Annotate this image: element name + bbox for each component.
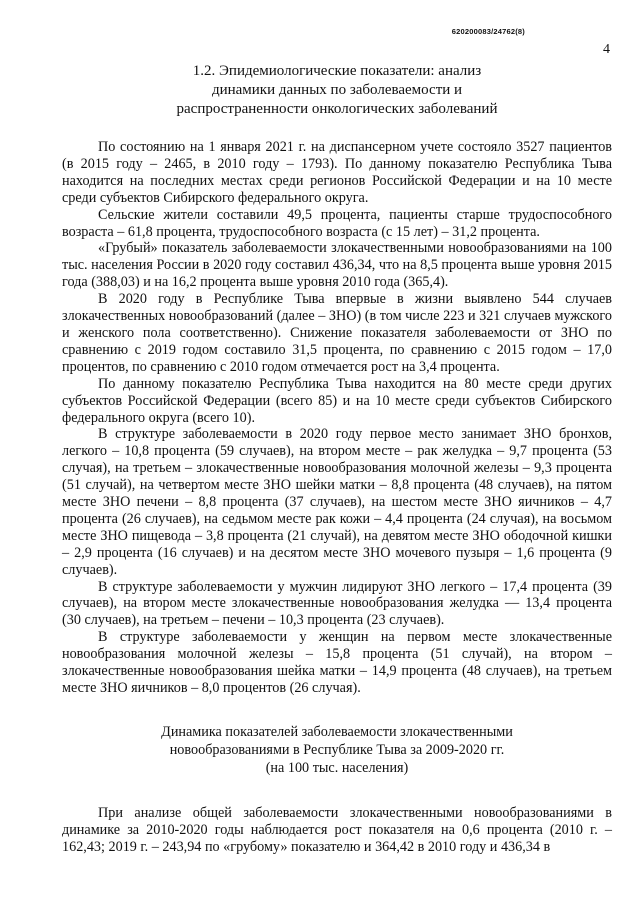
page-number: 4 — [603, 42, 610, 57]
paragraph-registry: По состоянию на 1 января 2021 г. на диспансерном учете состояло 3527 пациентов (в 2015 году – 2465, в 2010 году – 1793). По данному показателю Республика Тыва находится на последних местах среди регионов Российской Федерации и на 10 месте среди субъектов Сибирского федерального округа. — [62, 139, 612, 206]
document-body — [62, 62, 612, 856]
dynamics-heading-line: новообразованиями в Республике Тыва за 2009-2020 гг. — [169, 741, 505, 758]
paragraph-crude-rate: «Грубый» показатель заболеваемости злокачественными новообразованиями на 100 тыс. населения России в 2020 году составил 436,34, что на 8,5 процента выше уровня 2015 года (388,03) и на 16,2 процента выше уровня 2010 года (365,4). — [62, 240, 612, 291]
dynamics-heading-line: (на 100 тыс. населения) — [265, 759, 409, 776]
paragraph-men: В структуре заболеваемости у мужчин лидируют ЗНО легкого – 17,4 процента (39 случаев), на втором месте злокачественные новообразования желудка — 13,4 процента (30 случаев), на третьем – печени – 10,3 процента (23 случаев). — [62, 578, 612, 629]
paragraph-women: В структуре заболеваемости у женщин на первом месте злокачественные новообразования молочной железы – 15,8 процента (51 случай), на втором – злокачественные новообразования шейка матки – 14,9 процента (48 случаев), на третьем месте ЗНО яичников – 8,0 процентов (26 случая). — [62, 629, 612, 696]
dynamics-heading — [62, 723, 612, 777]
section-title-line: динамики данных по заболеваемости и — [211, 82, 463, 98]
paragraph-demographics: Сельские жители составили 49,5 процента, пациенты старше трудоспособного возраста – 61,8 процента, трудоспособного возраста (с 15 лет) – 31,2 процента. — [62, 206, 612, 240]
paragraph-dynamics: При анализе общей заболеваемости злокачественными новообразованиями в динамике за 2010-2020 годы наблюдается рост показателя на 0,6 процента (2010 г. – 162,43; 2019 г. – 243,94 по «грубому» показателю и 364,42 в 2010 году и 436,34 в — [62, 804, 612, 855]
document-id: 620200083/24762(8) — [451, 27, 525, 36]
dynamics-heading-line: Динамика показателей заболеваемости злокачественными — [161, 723, 513, 740]
section-title — [62, 62, 612, 119]
paragraph-structure: В структуре заболеваемости в 2020 году первое место занимает ЗНО бронхов, легкого – 10,8 процента (59 случаев), на втором месте – рак желудка – 9,7 процента (53 случая), на третьем – злокачественные новообразования молочной железы – 9,3 процента (51 случай), на четвертом месте ЗНО шейки матки – 8,8 процента (48 случаев), на пятом месте ЗНО печени – 8,8 процента (37 случаев), на шестом месте ЗНО яичников – 4,7 процента (26 случаев), на седьмом месте рак кожи – 4,4 процента (24 случая), на восьмом месте ЗНО пищевода – 3,8 процента (21 случай), на девятом месте ЗНО ободочной кишки – 2,9 процента (16 случаев) и на десятом месте ЗНО мочевого пузыря – 1,6 процента (9 случаев). — [62, 426, 612, 578]
section-title-line: распространенности онкологических заболеваний — [176, 101, 498, 117]
paragraph-2020-cases: В 2020 году в Республике Тыва впервые в жизни выявлено 544 случаев злокачественных новообразований (далее – ЗНО) (в том числе 223 и 321 случаев мужского и женского пола соответственно). Снижение показателя заболеваемости от ЗНО по сравнению с 2019 годом составило 31,5 процента, по сравнению с 2015 годом – 17,0 процентов, по сравнению с 2010 годом отмечается рост на 3,4 процента. — [62, 291, 612, 375]
paragraph-ranking: По данному показателю Республика Тыва находится на 80 месте среди других субъектов Российской Федерации (всего 85) и на 10 месте среди субъектов Сибирского федерального округа (всего 10). — [62, 375, 612, 426]
section-title-line: 1.2. Эпидемиологические показатели: анализ — [192, 63, 482, 79]
